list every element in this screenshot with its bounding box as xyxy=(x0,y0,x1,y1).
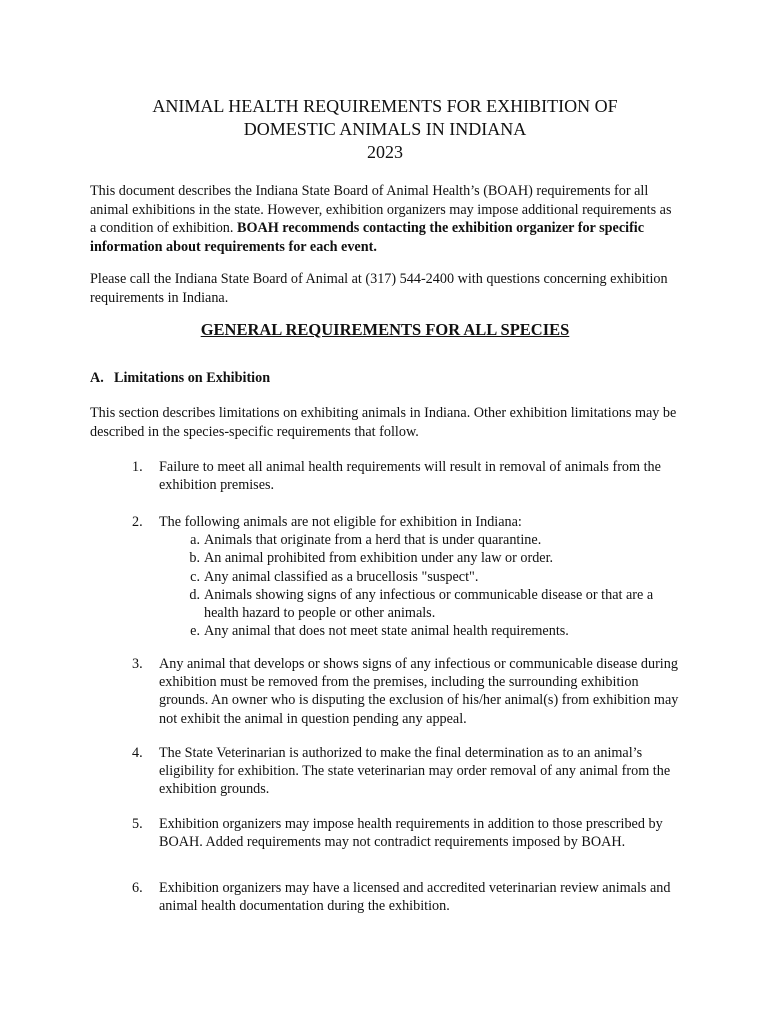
title-line-1: ANIMAL HEALTH REQUIREMENTS FOR EXHIBITION OF xyxy=(152,96,618,116)
list-item-text: The following animals are not eligible for exhibition in Indiana: xyxy=(159,514,522,530)
sub-list-item-text: Any animal classified as a brucellosis "suspect". xyxy=(204,568,479,585)
list-item-number: 2. xyxy=(132,514,143,530)
list-item-text: The State Veterinarian is authorized to make the final determination as to an animal’s eligibility for exhibition. The state veterinarian may order removal of any animal from the exhibition grounds. xyxy=(159,745,671,798)
sub-list-item-text: An animal prohibited from exhibition under any law or order. xyxy=(204,550,554,567)
list-item xyxy=(132,879,680,915)
sub-list-item xyxy=(190,531,680,549)
list-item-number: 6. xyxy=(132,880,143,896)
document-title xyxy=(0,95,770,164)
list-item-number: 4. xyxy=(132,745,143,761)
intro-bold-text: BOAH recommends contacting the exhibition organizer for specific information about requirements for each event. xyxy=(90,220,645,255)
list-item xyxy=(132,513,680,640)
contact-paragraph: Please call the Indiana State Board of Animal at (317) 544-2400 with questions concerning exhibition requirements in Indiana. xyxy=(90,271,668,306)
list-item-number: 1. xyxy=(132,459,143,475)
sub-list-item-letter: a. xyxy=(190,532,200,549)
list-item xyxy=(132,815,680,851)
sub-list-item xyxy=(190,568,680,586)
sub-list-item xyxy=(189,549,680,567)
general-requirements-heading: GENERAL REQUIREMENTS FOR ALL SPECIES xyxy=(200,320,570,339)
list-item-number: 3. xyxy=(132,656,143,672)
title-line-2: DOMESTIC ANIMALS IN INDIANA xyxy=(243,119,527,139)
sub-list-item-letter: e. xyxy=(190,623,200,640)
sub-list-item-letter: d. xyxy=(189,586,200,603)
section-a-letter: A. xyxy=(90,370,104,386)
list-item xyxy=(132,458,680,494)
sub-list-item-text: Any animal that does not meet state animal health requirements. xyxy=(204,623,569,640)
sub-list-item xyxy=(189,586,680,622)
sub-list-item-letter: b. xyxy=(189,550,200,567)
section-a-title: Limitations on Exhibition xyxy=(114,370,271,386)
sub-list-item-text: Animals showing signs of any infectious or communicable disease or that are a health hazard to people or other animals. xyxy=(204,586,654,622)
sub-list-item-letter: c. xyxy=(190,568,200,585)
list-item-text: Exhibition organizers may impose health requirements in addition to those prescribed by BOAH. Added requirements may not contradict requirements imposed by BOAH. xyxy=(159,816,663,851)
section-a-description: This section describes limitations on exhibiting animals in Indiana. Other exhibition limitations may be described in the species-specific requirements that follow. xyxy=(90,405,677,440)
section-a-heading xyxy=(90,370,270,387)
sub-list-item-text: Animals that originate from a herd that is under quarantine. xyxy=(204,532,542,549)
sub-list-item xyxy=(190,622,680,640)
intro-plain-text: This document describes the Indiana State Board of Animal Health’s (BOAH) requirements for all animal exhibitions in the state. However, exhibition organizers may impose additional requirements as a condition of exhibition. xyxy=(90,183,672,237)
list-item-number: 5. xyxy=(132,816,143,832)
list-item-text: Exhibition organizers may have a licensed and accredited veterinarian review animals and animal health documentation during the exhibition. xyxy=(159,880,671,915)
list-item xyxy=(132,655,680,728)
title-year: 2023 xyxy=(367,142,403,162)
intro-paragraph xyxy=(90,182,680,256)
list-item-text: Failure to meet all animal health requirements will result in removal of animals from the exhibition premises. xyxy=(159,459,661,494)
list-item xyxy=(132,744,680,799)
list-item-text: Any animal that develops or shows signs of any infectious or communicable disease during exhibition must be removed from the premises, including the surrounding exhibition grounds. An owner who is disputing the exclusion of his/her animal(s) from exhibition may not exhibit the animal in question pending any appeal. xyxy=(159,656,679,727)
